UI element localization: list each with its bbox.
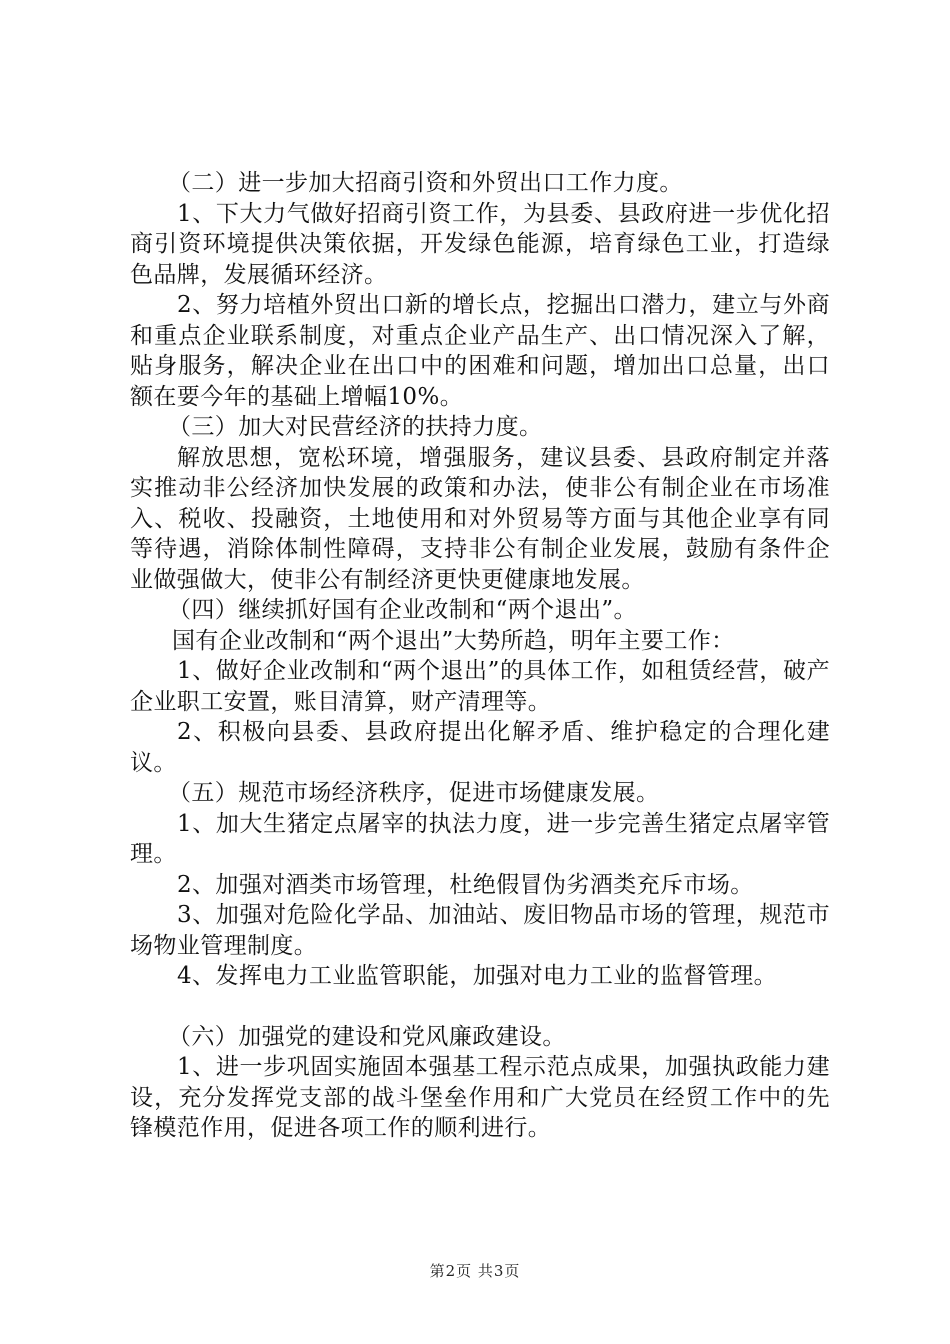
section-heading-3: （三）加大对民营经济的扶持力度。 (168, 414, 543, 440)
paragraph: 解放思想，宽松环境，增强服务，建议县委、县政府制定并落实推动非公经济加快发展的政策和办法，使非公有制企业在市场准入、税收、投融资，土地使用和对外贸易等方面与其他企业享有同等待遇，消除体制性障碍，支持非公有制企业发展，鼓励有条件企业做强做大，使非公有制经济更快更健康地发展。 (130, 444, 830, 593)
paragraph: 2、积极向县委、县政府提出化解矛盾、维护稳定的合理化建议。 (130, 719, 830, 776)
paragraph: 1、进一步巩固实施固本强基工程示范点成果，加强执政能力建设，充分发挥党支部的战斗堡垒作用和广大党员在经贸工作中的先锋模范作用，促进各项工作的顺利进行。 (130, 1054, 830, 1141)
section-heading-5: （五）规范市场经济秩序，促进市场健康发展。 (168, 780, 660, 806)
paragraph: 1、加大生猪定点屠宰的执法力度，进一步完善生猪定点屠宰管理。 (130, 810, 830, 867)
page-footer: 第2页 共3页 (429, 1262, 521, 1280)
paragraph: 3、加强对危险化学品、加油站、废旧物品市场的管理，规范市场物业管理制度。 (130, 902, 830, 959)
paragraph: 1、下大力气做好招商引资工作，为县委、县政府进一步优化招商引资环境提供决策依据，开发绿色能源，培育绿色工业，打造绿色品牌，发展循环经济。 (130, 200, 830, 288)
blank-line (130, 992, 830, 1022)
section-heading-4: （四）继续抓好国有企业改制和“两个退出”。 (168, 597, 637, 623)
document-body (130, 168, 830, 1144)
paragraph: 4、发挥电力工业监管职能，加强对电力工业的监督管理。 (177, 963, 778, 989)
paragraph: 1、做好企业改制和“两个退出”的具体工作，如租赁经营，破产企业职工安置，账目清算，财产清理等。 (130, 658, 830, 715)
section-heading-2: （二）进一步加大招商引资和外贸出口工作力度。 (168, 170, 683, 196)
section-heading-6: （六）加强党的建设和党风廉政建设。 (168, 1023, 566, 1050)
paragraph: 2、加强对酒类市场管理，杜绝假冒伪劣酒类充斥市场。 (177, 871, 754, 898)
paragraph: 国有企业改制和“两个退出”大势所趋，明年主要工作： (172, 627, 735, 654)
paragraph: 2、努力培植外贸出口新的增长点，挖掘出口潜力，建立与外商和重点企业联系制度，对重点企业产品生产、出口情况深入了解，贴身服务，解决企业在出口中的困难和问题，增加出口总量，出口额在要今年的基础上增幅10%。 (130, 292, 830, 410)
